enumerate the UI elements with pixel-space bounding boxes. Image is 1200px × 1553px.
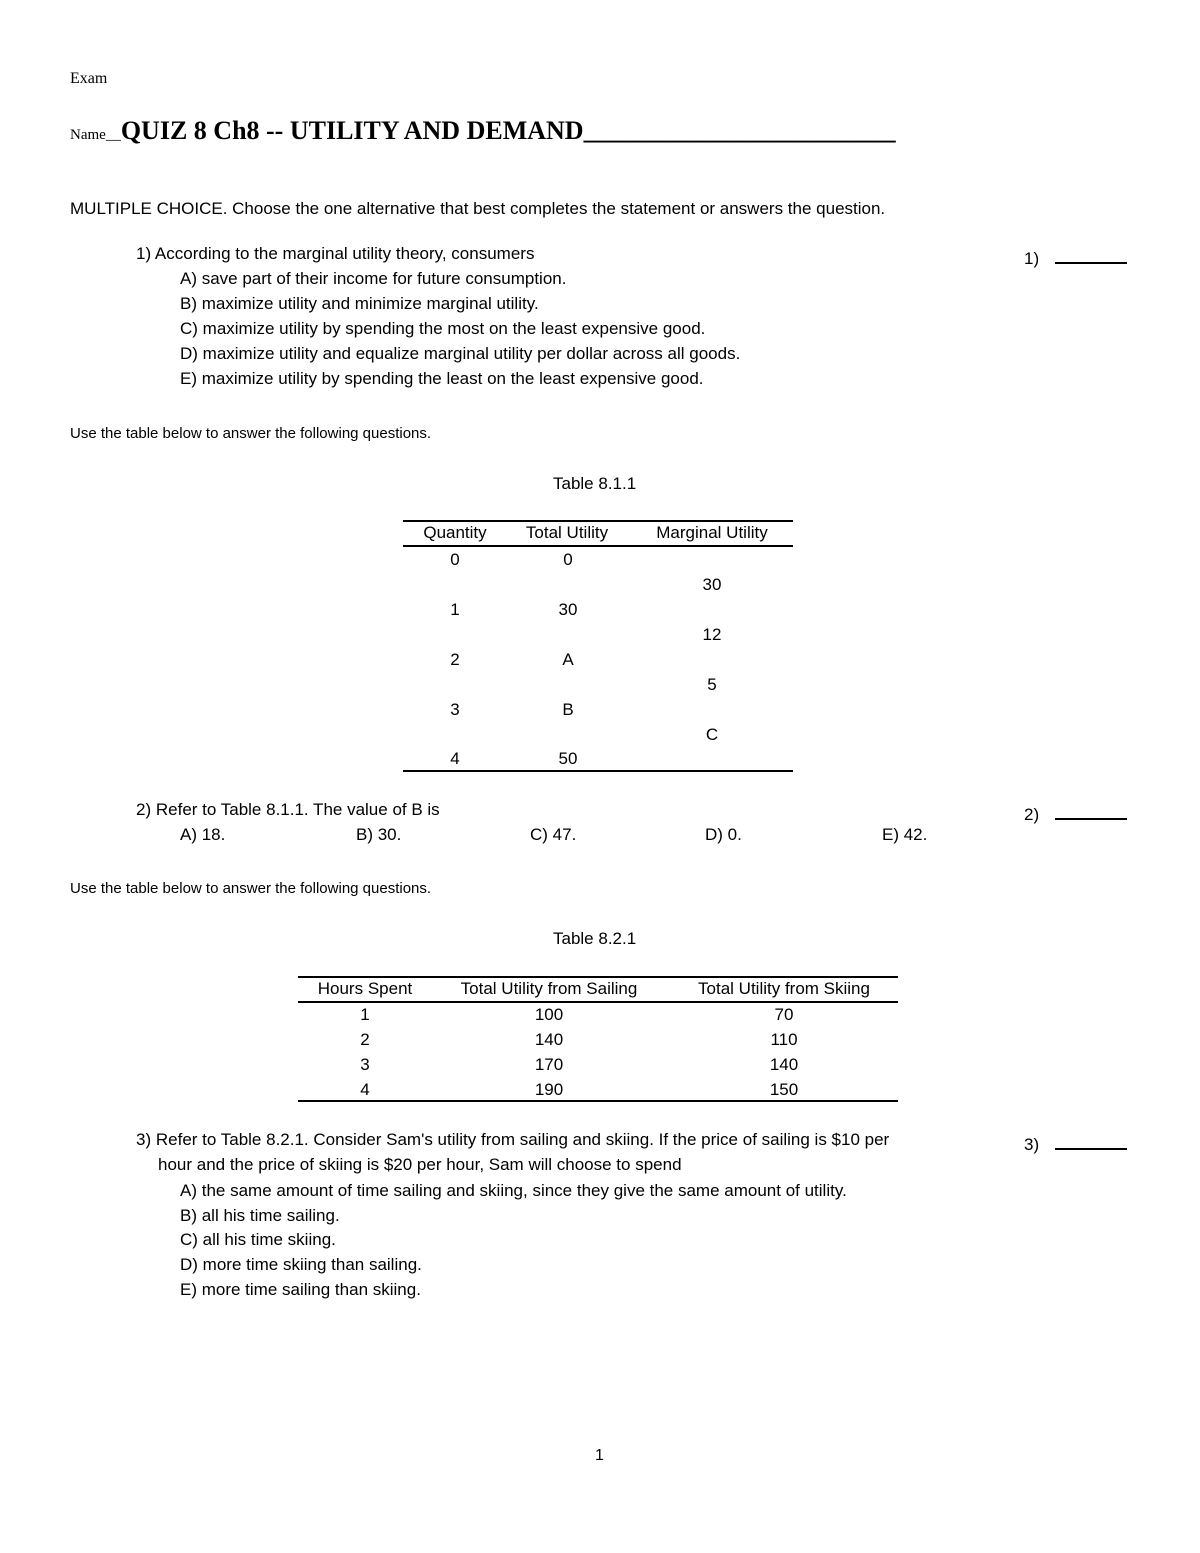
table-2-header-hours: Hours Spent [317,979,413,998]
table-1-marginal-utility-1: 30 [702,575,722,594]
table-2-row-1-hours: 1 [360,1005,370,1024]
table-1-bottom-rule [403,770,793,772]
table-1-quantity-1: 1 [450,600,460,619]
question-1-option-c: C) maximize utility by spending the most on the least expensive good. [180,319,706,338]
table-2-header-sailing: Total Utility from Sailing [460,979,638,998]
table-1-total-utility-3: B [562,700,574,719]
page-number: 1 [595,1447,604,1464]
table-1-total-utility-2: A [562,650,574,669]
name-label: Name [70,127,106,143]
question-1-option-b: B) maximize utility and minimize marginal utility. [180,294,539,313]
answer-blank-3[interactable] [1055,1130,1127,1150]
answer-blank-1[interactable] [1055,244,1127,264]
table-2-row-2-skiing: 110 [770,1030,798,1049]
table-1-quantity-2: 2 [450,650,460,669]
table-2-row-3-sailing: 170 [534,1055,564,1074]
question-1-answer-slot: 1) [1024,244,1127,269]
question-1-option-a: A) save part of their income for future consumption. [180,269,567,288]
question-3-option-c: C) all his time skiing. [180,1230,336,1249]
table-2-row-1-skiing: 70 [774,1005,794,1024]
table-1-quantity-4: 4 [450,749,460,768]
table-1-quantity-0: 0 [450,550,460,569]
question-3-option-a: A) the same amount of time sailing and skiing, since they give the same amount of utility. [180,1181,847,1200]
table-2-row-2-hours: 2 [360,1030,370,1049]
table-1-caption: Table 8.1.1 [553,474,637,493]
table-1-header-marginal-utility: Marginal Utility [656,523,768,542]
table-1-quantity-3: 3 [450,700,460,719]
question-1-option-d: D) maximize utility and equalize marginal utility per dollar across all goods. [180,344,741,363]
question-2-option-a: A) 18. [180,825,226,844]
table-1-total-utility-0: 0 [563,550,573,569]
question-2-option-c: C) 47. [530,825,577,844]
name-blank-prefix: __ [105,127,121,143]
question-3-option-b: B) all his time sailing. [180,1206,340,1225]
question-3-option-d: D) more time skiing than sailing. [180,1255,422,1274]
question-3-answer-slot: 3) [1024,1130,1127,1155]
table-2-row-4-sailing: 190 [534,1080,564,1099]
table-2-header-rule [298,1001,898,1003]
table-1-header-quantity: Quantity [423,523,487,542]
table-note-2: Use the table below to answer the following questions. [70,880,432,897]
name-blank-suffix: ________________________ [583,116,896,145]
table-2-bottom-rule [298,1100,898,1102]
table-1-marginal-utility-2: 12 [702,625,722,644]
table-2-caption: Table 8.2.1 [553,929,637,948]
name-line [70,116,896,146]
question-2-stem: 2) Refer to Table 8.1.1. The value of B is [136,800,440,819]
table-2-row-4-skiing: 150 [769,1080,799,1099]
instructions: MULTIPLE CHOICE. Choose the one alternative that best completes the statement or answers the question. [70,199,886,218]
table-2-row-4-hours: 4 [360,1080,370,1099]
table-1-header-rule [403,545,793,547]
table-1-header-total-utility: Total Utility [525,523,609,542]
exam-label: Exam [70,70,108,87]
question-3-option-e: E) more time sailing than skiing. [180,1280,421,1299]
table-2-header-skiing: Total Utility from Skiing [698,979,870,998]
question-1-option-e: E) maximize utility by spending the least on the least expensive good. [180,369,704,388]
question-2-option-e: E) 42. [882,825,928,844]
table-2-row-3-skiing: 140 [769,1055,799,1074]
table-2-row-2-sailing: 140 [534,1030,564,1049]
table-1-marginal-utility-4: C [705,725,719,744]
table-1-total-utility-1: 30 [558,600,578,619]
table-1-total-utility-4: 50 [558,749,578,768]
answer-blank-2[interactable] [1055,800,1127,820]
question-2-option-b: B) 30. [356,825,402,844]
question-1-stem: 1) According to the marginal utility theory, consumers [136,244,535,263]
question-3-stem-line-2: hour and the price of skiing is $20 per hour, Sam will choose to spend [158,1155,682,1174]
table-note-1: Use the table below to answer the following questions. [70,425,432,442]
table-1-marginal-utility-3: 5 [707,675,717,694]
table-2-row-3-hours: 3 [360,1055,370,1074]
table-2-row-1-sailing: 100 [534,1005,564,1024]
question-2-answer-slot: 2) [1024,800,1127,825]
question-3-stem-line-1: 3) Refer to Table 8.2.1. Consider Sam's utility from sailing and skiing. If the price of sailing is $10 per [136,1130,890,1149]
question-2-option-d: D) 0. [705,825,742,844]
quiz-title: QUIZ 8 Ch8 -- UTILITY AND DEMAND [120,116,584,145]
